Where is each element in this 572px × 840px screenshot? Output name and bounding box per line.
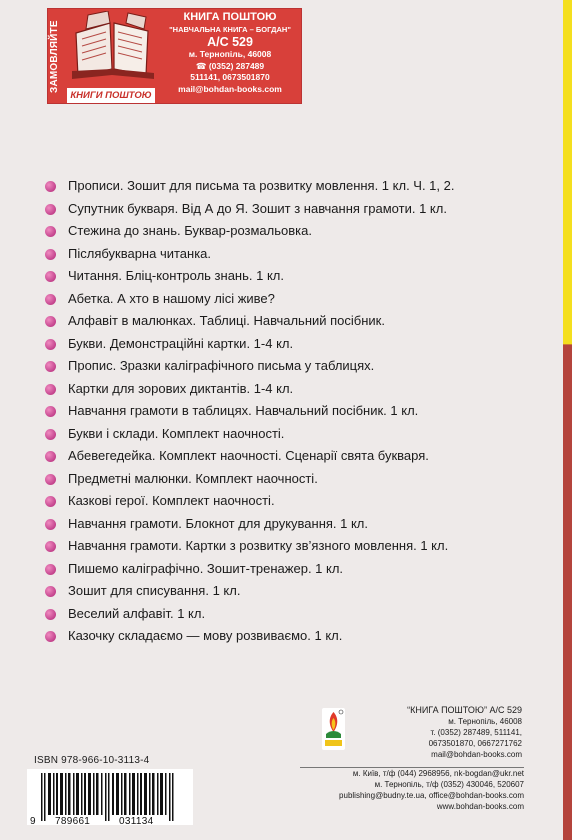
- list-item: Казкові герої. Комплект наочності.: [55, 490, 454, 513]
- barcode-left-digits: 789661: [55, 816, 91, 827]
- publisher-mobiles: 0673501870, 0667271762: [428, 739, 522, 748]
- list-item: Прописи. Зошит для письма та розвитку мовлення. 1 кл. Ч. 1, 2.: [55, 175, 454, 198]
- barcode-icon: [27, 769, 193, 825]
- book-list: [55, 175, 454, 648]
- barcode-right-digits: 031134: [119, 816, 154, 827]
- publisher-city: м. Тернопіль, 46008: [448, 717, 522, 726]
- banner-phone-secondary: 511141, 0673501870: [190, 72, 270, 82]
- pink-bullet-icon: [45, 474, 56, 485]
- list-item: Букви і склади. Комплект наочності.: [55, 423, 454, 446]
- barcode-first-digit: 9: [30, 816, 36, 827]
- pink-bullet-icon: [45, 271, 56, 282]
- pink-bullet-icon: [45, 406, 56, 417]
- isbn-number: ISBN 978-966-10-3113-4: [34, 755, 150, 766]
- list-item: Супутник букваря. Від А до Я. Зошит з навчання грамоти. 1 кл.: [55, 198, 454, 221]
- banner-subtitle: "НАВЧАЛЬНА КНИГА – БОГДАН": [169, 24, 291, 34]
- list-item: Стежина до знань. Буквар-розмальовка.: [55, 220, 454, 243]
- pink-bullet-icon: [45, 586, 56, 597]
- pink-bullet-icon: [45, 496, 56, 507]
- list-item: Пропис. Зразки каліграфічного письма у таблицях.: [55, 355, 454, 378]
- publisher-email: mail@bohdan-books.com: [431, 750, 522, 759]
- open-book-icon: [68, 11, 158, 83]
- pink-bullet-icon: [45, 204, 56, 215]
- list-item: Навчання грамоти в таблицях. Навчальний посібник. 1 кл.: [55, 400, 454, 423]
- pink-bullet-icon: [45, 294, 56, 305]
- pink-bullet-icon: [45, 249, 56, 260]
- pink-bullet-icon: [45, 316, 56, 327]
- contact-emails: publishing@budny.te.ua, office@bohdan-books.com: [339, 791, 524, 800]
- banner-title: КНИГА ПОШТОЮ: [183, 11, 277, 23]
- pink-bullet-icon: [45, 429, 56, 440]
- pink-bullet-icon: [45, 631, 56, 642]
- pink-bullet-icon: [45, 226, 56, 237]
- list-item: Абевегедейка. Комплект наочності. Сценарії свята букваря.: [55, 445, 454, 468]
- banner-email: mail@bohdan-books.com: [178, 83, 282, 94]
- list-item: Навчання грамоти. Картки з розвитку зв’язного мовлення. 1 кл.: [55, 535, 454, 558]
- list-item: Картки для зорових диктантів. 1-4 кл.: [55, 378, 454, 401]
- list-item: Післябукварна читанка.: [55, 243, 454, 266]
- pink-bullet-icon: [45, 451, 56, 462]
- publisher-contacts: [264, 768, 524, 812]
- pink-bullet-icon: [45, 519, 56, 530]
- list-item: Веселий алфавіт. 1 кл.: [55, 603, 454, 626]
- pink-bullet-icon: [45, 609, 56, 620]
- publisher-address: [322, 705, 522, 760]
- pink-bullet-icon: [45, 541, 56, 552]
- list-item: Навчання грамоти. Блокнот для друкування. 1 кл.: [55, 513, 454, 536]
- list-item: Зошит для списування. 1 кл.: [55, 580, 454, 603]
- order-by-mail-banner: [47, 8, 302, 104]
- pink-bullet-icon: [45, 361, 56, 372]
- list-item: Алфавіт в малюнках. Таблиці. Навчальний посібник.: [55, 310, 454, 333]
- banner-phone: ☎ (0352) 287489: [195, 60, 265, 71]
- list-item: Абетка. А хто в нашому лісі живе?: [55, 288, 454, 311]
- publisher-phones: т. (0352) 287489, 511141,: [430, 728, 522, 737]
- books-by-mail-caption: КНИГИ ПОШТОЮ: [67, 88, 155, 103]
- contact-website: www.bohdan-books.com: [436, 802, 524, 811]
- publisher-title: “КНИГА ПОШТОЮ” А/С 529: [407, 705, 522, 715]
- list-item: Пишемо каліграфічно. Зошит-тренажер. 1 кл.: [55, 558, 454, 581]
- banner-po-box: А/С 529: [207, 35, 253, 49]
- pink-bullet-icon: [45, 564, 56, 575]
- contact-ternopil: м. Тернопіль, т/ф (0352) 430046, 520607: [374, 780, 524, 789]
- pink-bullet-icon: [45, 384, 56, 395]
- list-item: Букви. Демонстраційні картки. 1-4 кл.: [55, 333, 454, 356]
- list-item: Читання. Бліц-контроль знань. 1 кл.: [55, 265, 454, 288]
- banner-vertical-label: ЗАМОВЛЯЙТЕ: [49, 20, 60, 94]
- banner-city: м. Тернопіль, 46008: [188, 49, 272, 59]
- list-item: Казочку складаємо — мову розвиваємо. 1 кл.: [55, 625, 454, 648]
- pink-bullet-icon: [45, 181, 56, 192]
- banner-contact-info: [160, 12, 300, 95]
- contact-kyiv: м. Київ, т/ф (044) 2968956, nk-bogdan@ukr.net: [352, 769, 524, 778]
- list-item: Предметні малюнки. Комплект наочності.: [55, 468, 454, 491]
- pink-bullet-icon: [45, 339, 56, 350]
